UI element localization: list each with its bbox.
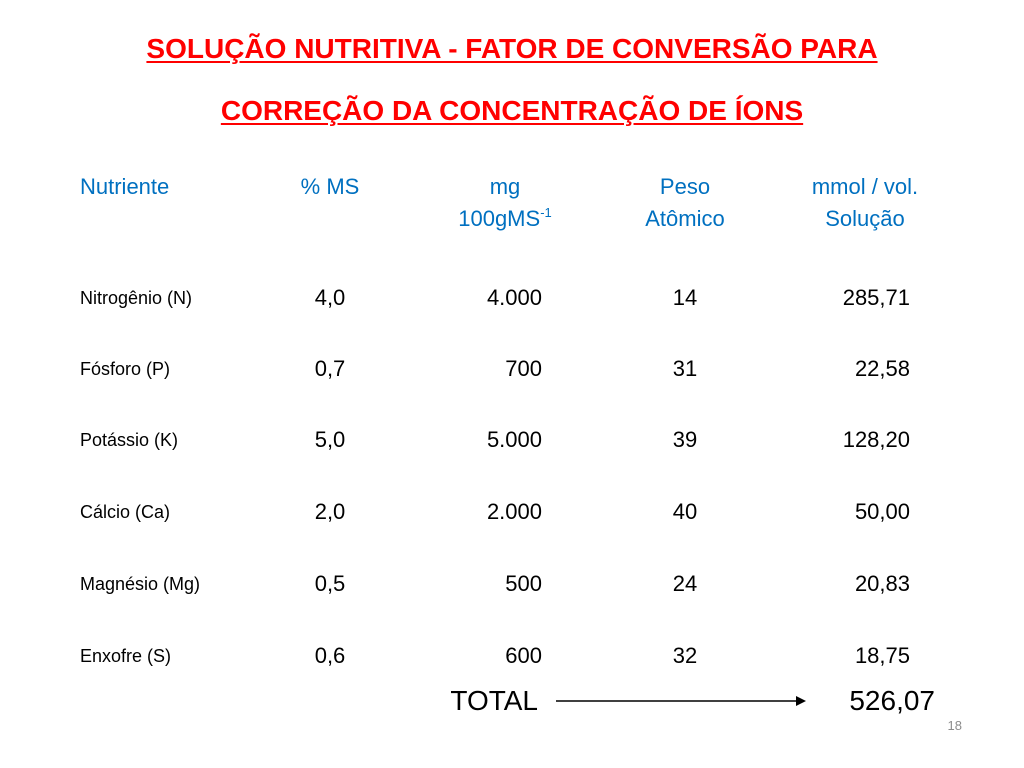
cell-ms: 5,0 [314, 427, 346, 452]
header-mmol-line-2: Solução [825, 206, 905, 231]
cell-peso: 31 [672, 356, 698, 381]
header-mg-unit: 100gMS [458, 206, 541, 231]
table-row [0, 569, 1024, 629]
page-number: 18 [947, 718, 962, 733]
cell-ms: 2,0 [314, 499, 346, 524]
cell-nutriente: Potássio (K) [80, 430, 179, 450]
cell-ms: 4,0 [314, 285, 346, 310]
right-arrow-icon [556, 693, 806, 709]
cell-nutriente: Enxofre (S) [80, 646, 172, 666]
table-row [0, 497, 1024, 557]
cell-peso: 40 [672, 499, 698, 524]
cell-peso: 32 [672, 643, 698, 668]
cell-peso: 24 [672, 571, 698, 596]
cell-nutriente: Fósforo (P) [80, 359, 171, 379]
cell-mmol: 20,83 [854, 571, 910, 596]
header-mg [430, 171, 580, 235]
header-nutriente: Nutriente [80, 174, 170, 199]
header-peso [610, 171, 760, 235]
cell-nutriente: Magnésio (Mg) [80, 574, 201, 594]
header-mmol-line-1: mmol / vol. [811, 174, 919, 199]
cell-mg: 4.000 [486, 285, 542, 310]
cell-nutriente: Nitrogênio (N) [80, 288, 193, 308]
cell-mg: 500 [505, 571, 542, 596]
header-mmol [780, 171, 950, 235]
header-mg-line-1: mg [489, 174, 521, 199]
table-row [0, 425, 1024, 485]
table-row [0, 283, 1024, 343]
table-row [0, 354, 1024, 414]
header-ms: % MS [300, 174, 360, 199]
cell-mmol: 18,75 [854, 643, 910, 668]
cell-peso: 39 [672, 427, 698, 452]
cell-mmol: 128,20 [842, 427, 910, 452]
header-mg-exponent: -1 [540, 205, 552, 220]
total-label: TOTAL [450, 685, 538, 716]
total-value: 526,07 [849, 685, 935, 716]
cell-mmol: 22,58 [854, 356, 910, 381]
header-mg-line-2 [430, 203, 580, 235]
cell-ms: 0,7 [314, 356, 346, 381]
slide-title-line-1: SOLUÇÃO NUTRITIVA - FATOR DE CONVERSÃO PARA [146, 33, 878, 64]
cell-mmol: 285,71 [842, 285, 910, 310]
header-peso-line-2: Atômico [645, 206, 725, 231]
cell-mg: 700 [505, 356, 542, 381]
cell-nutriente: Cálcio (Ca) [80, 502, 171, 522]
slide-title-line-2: CORREÇÃO DA CONCENTRAÇÃO DE ÍONS [220, 95, 804, 126]
cell-mmol: 50,00 [854, 499, 910, 524]
cell-peso: 14 [672, 285, 698, 310]
cell-mg: 2.000 [486, 499, 542, 524]
cell-mg: 600 [505, 643, 542, 668]
header-peso-line-1: Peso [659, 174, 711, 199]
cell-mg: 5.000 [486, 427, 542, 452]
cell-ms: 0,5 [314, 571, 346, 596]
cell-ms: 0,6 [314, 643, 346, 668]
